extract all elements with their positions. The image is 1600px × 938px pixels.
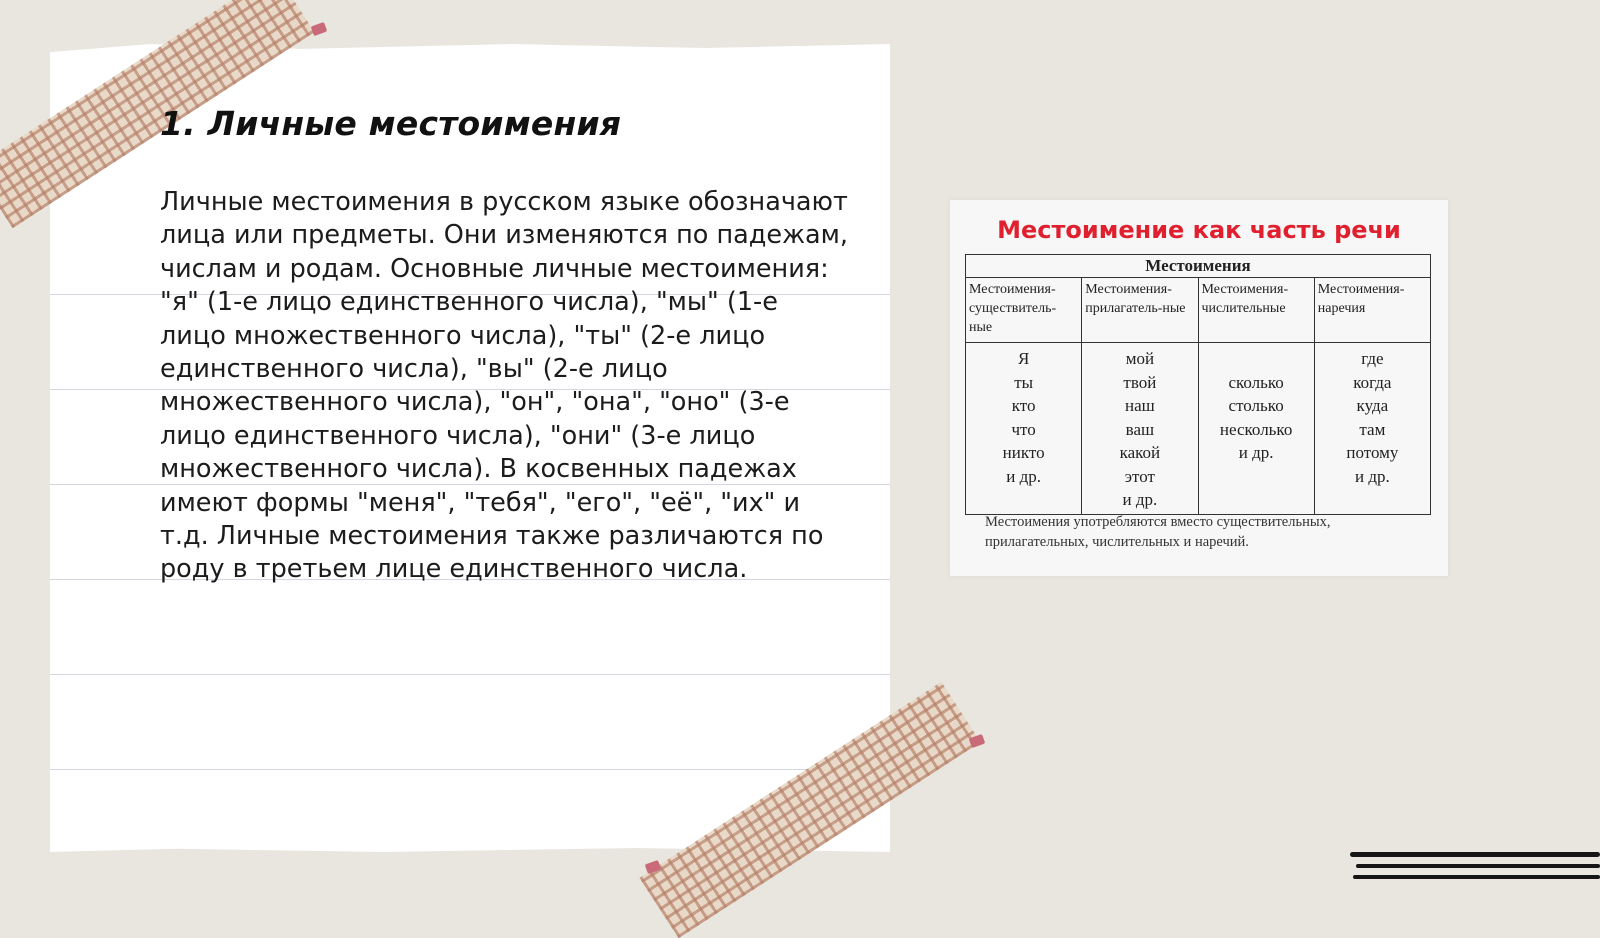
pronoun-item: какой (1119, 443, 1161, 462)
slide-title: 1. Личные местоимения (160, 104, 622, 143)
pronoun-item: твой (1123, 372, 1157, 392)
pronoun-figure (950, 200, 1448, 576)
pronoun-item: и др. (1006, 466, 1041, 486)
brush-stroke (1350, 852, 1600, 857)
pronoun-item: никто (1002, 443, 1045, 462)
pronoun-item: ваш (1125, 419, 1155, 439)
pronoun-item: ты (1014, 372, 1034, 392)
pronoun-item: там (1359, 419, 1386, 439)
column-cell-nouns (966, 343, 1082, 515)
decorative-strokes (1350, 848, 1600, 888)
pronoun-item: и др. (1238, 443, 1274, 462)
pronoun-item: Я (1017, 349, 1030, 368)
pronoun-item: потому (1346, 443, 1399, 462)
column-cell-adjectives (1082, 343, 1198, 515)
slide-body-text: Личные местоимения в русском языке обозначают лица или предметы. Они изменяются по падежам, числам и родам. Основные личные местоимения: "я" (1-е лицо единственного числа), "мы" (1-е лицо множественного числа), "ты" (2-е лицо единственного числа), "вы" (2-е лицо множественного числа), "он", "она", "оно" (3-е лицо единственного числа), "они" (3-е лицо множественного числа). В косвенных падежах имеют формы "меня", "тебя", "его", "её", "их" и т.д. Личные местоимения также различаются по роду в третьем лице единственного числа. (160, 187, 849, 585)
pronoun-item: куда (1356, 396, 1389, 415)
pronoun-item: кто (1011, 396, 1036, 415)
pronoun-item: мой (1125, 349, 1155, 368)
pronoun-table (965, 254, 1431, 515)
pronoun-item: что (1011, 419, 1036, 439)
column-header: Местоимения-прилагатель-ные (1082, 278, 1198, 343)
brush-stroke (1353, 875, 1600, 879)
pronoun-item: наш (1125, 396, 1155, 415)
tape-pin (311, 22, 328, 36)
pronoun-item: и др. (1355, 466, 1390, 486)
pronoun-item: несколько (1219, 419, 1293, 439)
column-cell-numerals (1198, 343, 1314, 515)
column-cell-adverbs (1314, 343, 1430, 515)
brush-stroke (1356, 864, 1600, 868)
pronoun-item: столько (1228, 396, 1284, 415)
figure-title: Местоимение как часть речи (997, 216, 1401, 244)
pronoun-item: где (1361, 349, 1384, 368)
pronoun-item: сколько (1228, 372, 1284, 392)
ruled-line (50, 674, 890, 675)
pronoun-item: и др. (1122, 490, 1158, 509)
pronoun-item: этот (1124, 466, 1155, 486)
column-header: Местоимения-наречия (1314, 278, 1430, 343)
figure-note: Местоимения употребляются вместо существительных, прилагательных, числительных и наречий. (985, 514, 1331, 550)
table-header: Местоимения (966, 255, 1431, 278)
column-header: Местоимения-числительные (1198, 278, 1314, 343)
ruled-line (50, 769, 890, 770)
column-header: Местоимения-существитель-ные (966, 278, 1082, 343)
pronoun-item (1201, 347, 1312, 371)
pronoun-item: когда (1353, 372, 1392, 392)
